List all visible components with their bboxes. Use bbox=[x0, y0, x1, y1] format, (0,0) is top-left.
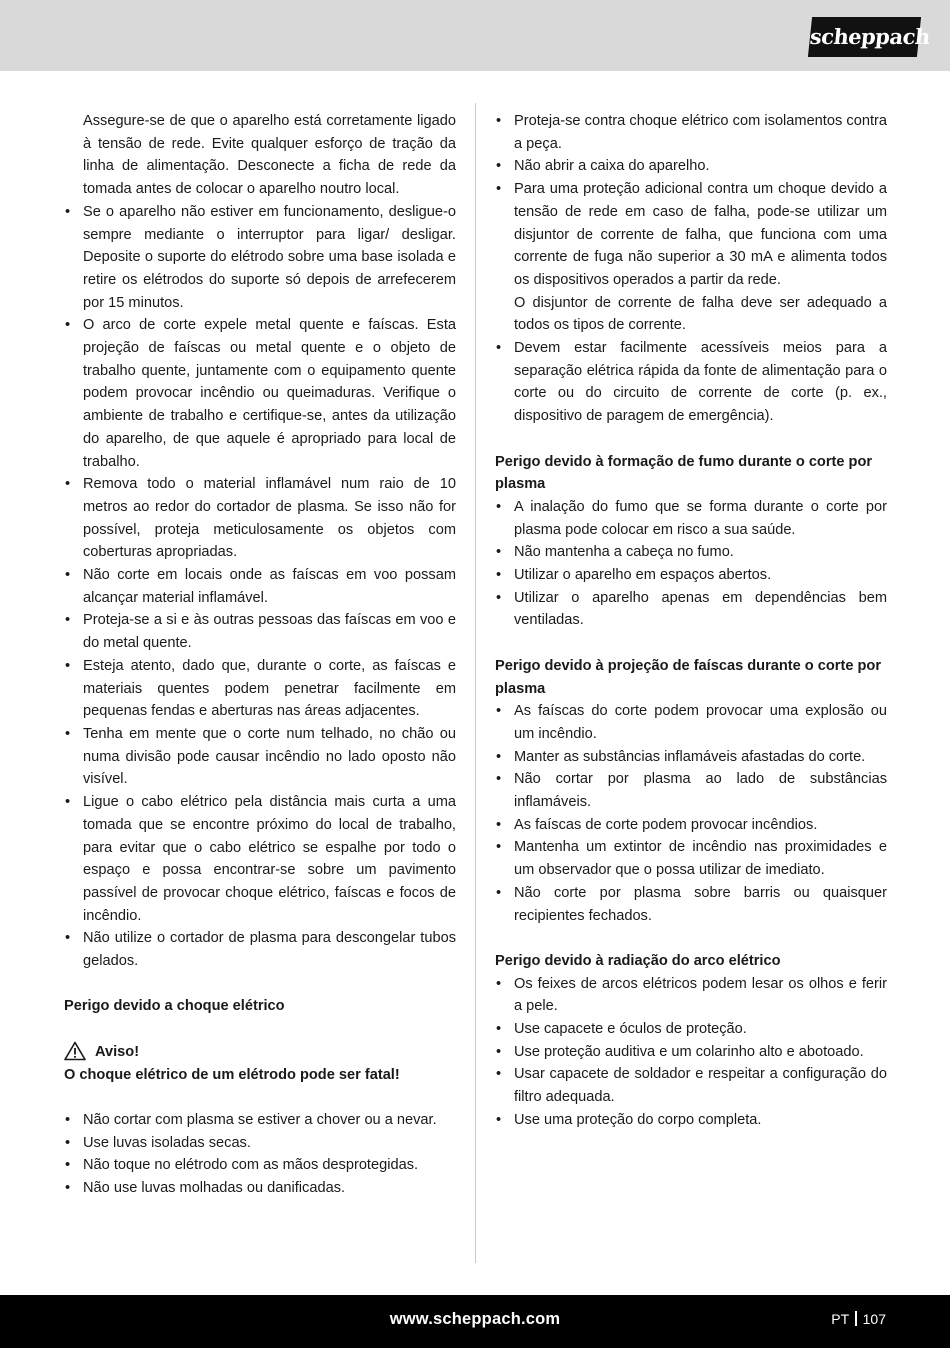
safety-list bbox=[64, 201, 456, 973]
electric-shock-list bbox=[64, 1109, 456, 1200]
list-item: • Proteja-se contra choque elétrico com isolamentos contra a peça. bbox=[495, 110, 887, 155]
section-heading-electric-shock: Perigo devido a choque elétrico bbox=[64, 998, 285, 1015]
list-item: • Proteja-se a si e às outras pessoas das faíscas em voo e do metal quente. bbox=[64, 609, 456, 654]
list-item: • Utilizar o aparelho apenas em dependências bem ventiladas. bbox=[495, 587, 887, 632]
list-item: • Tenha em mente que o corte num telhado, no chão ou numa divisão pode causar incêndio no lado oposto não visível. bbox=[64, 723, 456, 791]
list-item: • Use uma proteção do corpo completa. bbox=[495, 1109, 887, 1132]
list-item: • Remova todo o material inflamável num raio de 10 metros ao redor do cortador de plasma. Se isso não for possível, proteja meticulosamente os objetos com coberturas apropriadas. bbox=[64, 473, 456, 564]
warning-text: O choque elétrico de um elétrodo pode ser fatal! bbox=[64, 1066, 400, 1083]
list-item: • Ligue o cabo elétrico pela distância mais curta a uma tomada que se encontre próximo do local de trabalho, para evitar que o cabo elétrico se espalhe por todo o espaço e possa encontrar-se sobre um pavimento passível de provocar choque elétrico, faíscas e focos de incêndio. bbox=[64, 791, 456, 927]
smoke-list bbox=[495, 496, 887, 632]
brand-logo: scheppach bbox=[808, 17, 921, 57]
language-code: PT bbox=[831, 1311, 850, 1327]
list-item: • Não use luvas molhadas ou danificadas. bbox=[64, 1177, 456, 1200]
intro-paragraph: Assegure-se de que o aparelho está corretamente ligado à tensão de rede. Evite qualquer esforço de tração da linha de alimentação. Desconecte a ficha de rede da tomada antes de colocar o aparelho noutro local. bbox=[83, 113, 456, 198]
warning-label: Aviso! bbox=[95, 1043, 140, 1060]
list-item: • Mantenha um extintor de incêndio nas proximidades e um observador que o possa utilizar de imediato. bbox=[495, 836, 887, 881]
list-item: • Use capacete e óculos de proteção. bbox=[495, 1018, 887, 1041]
sparks-list bbox=[495, 700, 887, 927]
page-number-value: 107 bbox=[862, 1311, 886, 1327]
list-item: • Manter as substâncias inflamáveis afastadas do corte. bbox=[495, 746, 887, 769]
section-heading-arc-radiation: Perigo devido à radiação do arco elétrico bbox=[495, 952, 781, 969]
list-item: • Não toque no elétrodo com as mãos desprotegidas. bbox=[64, 1154, 456, 1177]
list-item: • A inalação do fumo que se forma durante o corte por plasma pode colocar em risco a sua saúde. bbox=[495, 496, 887, 541]
disconnect-list bbox=[495, 337, 887, 428]
section-heading-sparks: Perigo devido à projeção de faíscas durante o corte por plasma bbox=[495, 657, 882, 697]
list-item: • As faíscas do corte podem provocar uma explosão ou um incêndio. bbox=[495, 700, 887, 745]
list-item: • Devem estar facilmente acessíveis meios para a separação elétrica rápida da fonte de alimentação para o corte ou do circuito de corrente de corte (p. ex., dispositivo de paragem de emergência). bbox=[495, 337, 887, 428]
arc-radiation-list bbox=[495, 973, 887, 1132]
electric-protection-list bbox=[495, 110, 887, 292]
list-item: • Não cortar com plasma se estiver a chover ou a nevar. bbox=[64, 1109, 456, 1132]
left-column bbox=[64, 110, 456, 1200]
page-number bbox=[831, 1311, 886, 1327]
section-heading-smoke: Perigo devido à formação de fumo durante o corte por plasma bbox=[495, 453, 873, 493]
list-item: • Não utilize o cortador de plasma para descongelar tubos gelados. bbox=[64, 927, 456, 972]
page-header bbox=[0, 0, 950, 71]
column-divider bbox=[475, 103, 476, 1263]
list-item: • O arco de corte expele metal quente e faíscas. Esta projeção de faíscas ou metal quente e o objeto de trabalho quente, juntamente com o equipamento quente podem provocar incêndio ou queimaduras. Verifique o ambiente de trabalho e certifique-se, antes da utilização do aparelho, de que aquele é apropriado para local de trabalho. bbox=[64, 314, 456, 473]
list-item: • Usar capacete de soldador e respeitar a configuração do filtro adequada. bbox=[495, 1063, 887, 1108]
warning-triangle-icon bbox=[64, 1041, 86, 1061]
list-item: • Não corte em locais onde as faíscas em voo possam alcançar material inflamável. bbox=[64, 564, 456, 609]
separator bbox=[855, 1311, 857, 1326]
rcd-note: O disjuntor de corrente de falha deve ser adequado a todos os tipos de corrente. bbox=[514, 294, 887, 334]
list-item: • Os feixes de arcos elétricos podem lesar os olhos e ferir a pele. bbox=[495, 973, 887, 1018]
list-item: • Use luvas isoladas secas. bbox=[64, 1132, 456, 1155]
page-footer bbox=[0, 1295, 950, 1348]
warning-row bbox=[64, 1041, 456, 1064]
website-link[interactable]: www.scheppach.com bbox=[389, 1310, 561, 1328]
list-item: • Se o aparelho não estiver em funcionamento, desligue-o sempre mediante o interruptor para ligar/ desligar. Deposite o suporte do elétrodo sobre uma base isolada e retire os elétrodos do suporte só depois de arrefecerem por 15 minutos. bbox=[64, 201, 456, 315]
list-item: • Esteja atento, dado que, durante o corte, as faíscas e materiais quentes podem penetrar facilmente em pequenas fendas e aberturas nas áreas adjacentes. bbox=[64, 655, 456, 723]
list-item: • Não corte por plasma sobre barris ou quaisquer recipientes fechados. bbox=[495, 882, 887, 927]
list-item: • Não abrir a caixa do aparelho. bbox=[495, 155, 887, 178]
list-item: • As faíscas de corte podem provocar incêndios. bbox=[495, 814, 887, 837]
list-item: • Use proteção auditiva e um colarinho alto e abotoado. bbox=[495, 1041, 887, 1064]
list-item: • Não cortar por plasma ao lado de substâncias inflamáveis. bbox=[495, 768, 887, 813]
list-item: • Para uma proteção adicional contra um choque devido a tensão de rede em caso de falha, pode-se utilizar um disjuntor de corrente de falha, que funciona com uma corrente de fuga não superior a 30 mA e alimenta todos os dispositivos operados a partir da rede. bbox=[495, 178, 887, 292]
list-item: • Utilizar o aparelho em espaços abertos. bbox=[495, 564, 887, 587]
right-column bbox=[495, 110, 887, 1132]
list-item: • Não mantenha a cabeça no fumo. bbox=[495, 541, 887, 564]
